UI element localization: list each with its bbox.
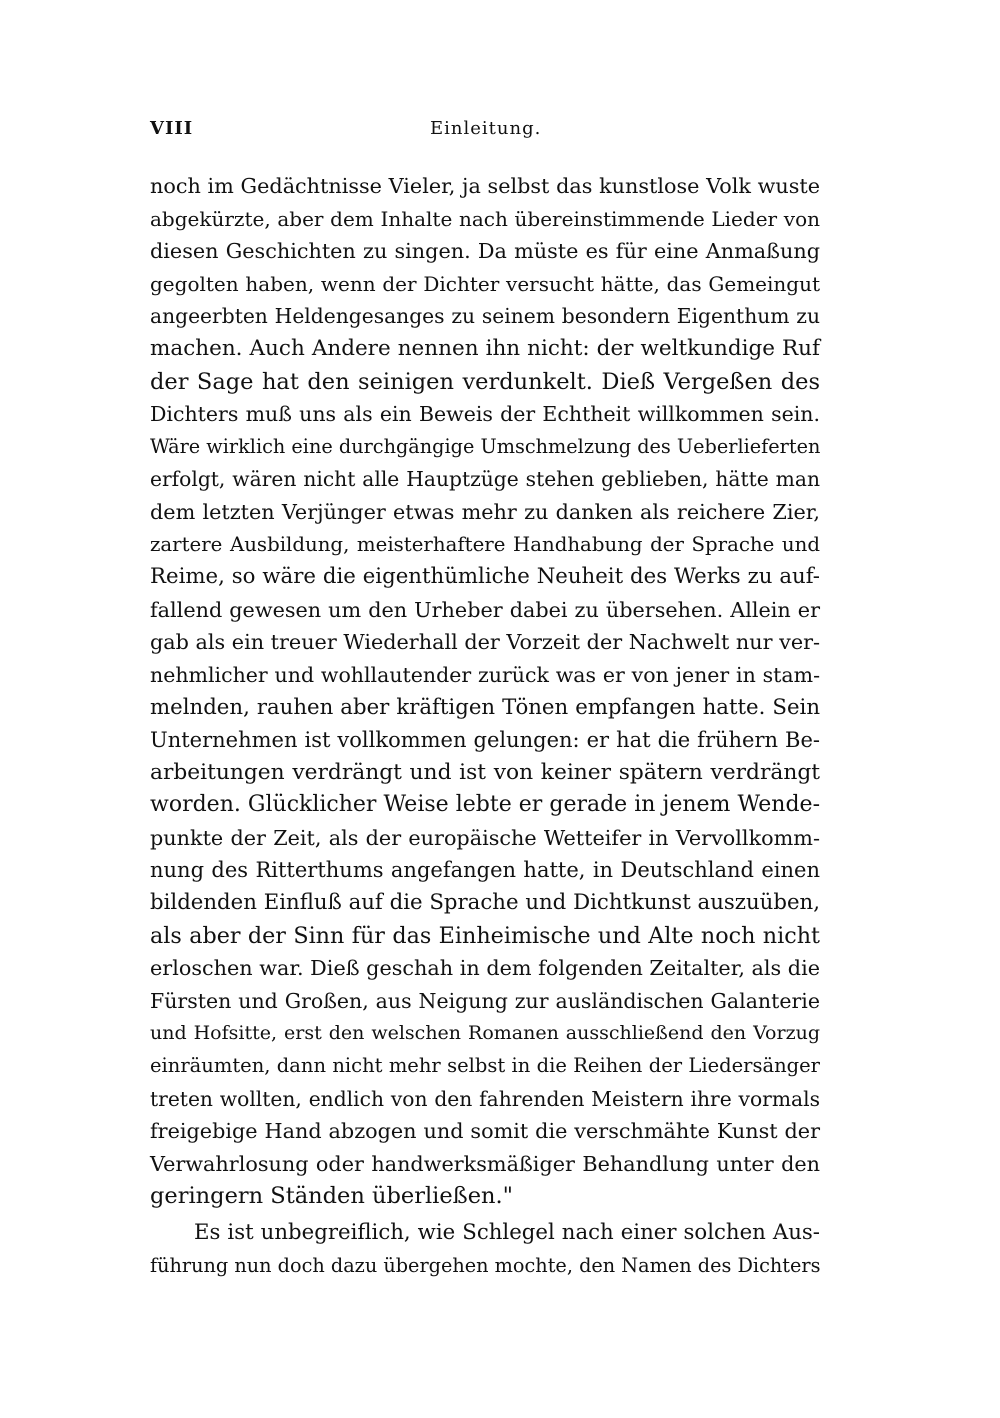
text-line: arbeitungen verdrängt und ist von keiner spätern verdrängt (150, 759, 820, 785)
text-line: zartere Ausbildung, meisterhaftere Handhabung der Sprache und (150, 532, 820, 556)
text-line: Wäre wirklich eine durchgängige Umschmelzung des Ueberlieferten (150, 434, 821, 458)
body-text (150, 170, 820, 1282)
text-line: Verwahrlosung oder handwerksmäßiger Behandlung unter den (150, 1151, 820, 1176)
text-line: fallend gewesen um den Urheber dabei zu übersehen. Allein er (150, 597, 820, 622)
page-number: VIII (150, 118, 194, 139)
text-line: machen. Auch Andere nennen ihn nicht: der weltkundige Ruf (150, 335, 820, 361)
paragraph (150, 170, 820, 1213)
text-line: Reime, so wäre die eigenthümliche Neuheit des Werks zu auf- (150, 564, 820, 590)
text-line: Es ist unbegreiflich, wie Schlegel nach einer solchen Aus- (194, 1220, 820, 1245)
paragraph (150, 1217, 820, 1282)
text-line: worden. Glücklicher Weise lebte er gerade in jenem Wende- (150, 792, 820, 818)
text-line: gab als ein treuer Wiederhall der Vorzeit der Nachwelt nur ver- (150, 630, 821, 655)
text-line: Fürsten und Großen, aus Neigung zur ausländischen Galanterie (150, 988, 820, 1013)
text-line: Dichters muß uns als ein Beweis der Echtheit willkommen sein. (150, 402, 820, 427)
text-line: freigebige Hand abzogen und somit die verschmähte Kunst der (150, 1119, 820, 1144)
text-line: abgekürzte, aber dem Inhalte nach übereinstimmende Lieder von (150, 206, 820, 231)
text-line: gegolten haben, wenn der Dichter versucht hätte, das Gemeingut (150, 271, 820, 296)
running-title: Einleitung. (430, 118, 542, 139)
text-line: führung nun doch dazu übergehen mochte, den Namen des Dichters (150, 1253, 821, 1277)
text-line: punkte der Zeit, als der europäische Wetteifer in Vervollkomm- (150, 825, 820, 850)
text-line: Unternehmen ist vollkommen gelungen: er hat die frühern Be- (150, 728, 820, 753)
text-line: noch im Gedächtnisse Vieler, ja selbst das kunstlose Volk wuste (150, 174, 820, 198)
text-line: und Hofsitte, erst den welschen Romanen ausschließend den Vorzug (150, 1022, 820, 1045)
text-line: erfolgt, wären nicht alle Hauptzüge stehen geblieben, hätte man (150, 467, 820, 492)
text-line: geringern Ständen überließen." (150, 1183, 514, 1210)
text-line: erloschen war. Dieß geschah in dem folgenden Zeitalter, als die (150, 956, 820, 981)
text-line: bildenden Einfluß auf die Sprache und Dichtkunst auszuüben, (150, 890, 820, 916)
text-line: diesen Geschichten zu singen. Da müste es für eine Anmaßung (150, 239, 820, 264)
text-line: nung des Ritterthums angefangen hatte, in Deutschland einen (150, 858, 820, 883)
text-line: dem letzten Verjünger etwas mehr zu danken als reichere Zier, (150, 499, 820, 524)
text-line: treten wollten, endlich von den fahrenden Meistern ihre vormals (150, 1086, 820, 1111)
running-head (150, 118, 820, 144)
text-line: als aber der Sinn für das Einheimische und Alte noch nicht (150, 922, 820, 949)
text-line: einräumten, dann nicht mehr selbst in die Reihen der Liedersänger (150, 1054, 820, 1078)
text-line: nehmlicher und wohllautender zurück was er von jener in stam- (150, 662, 820, 687)
text-line: angeerbten Heldengesanges zu seinem besondern Eigenthum zu (150, 304, 820, 329)
text-line: melnden, rauhen aber kräftigen Tönen empfangen hatte. Sein (150, 694, 820, 720)
text-line: der Sage hat den seinigen verdunkelt. Dieß Vergeßen des (150, 368, 820, 395)
